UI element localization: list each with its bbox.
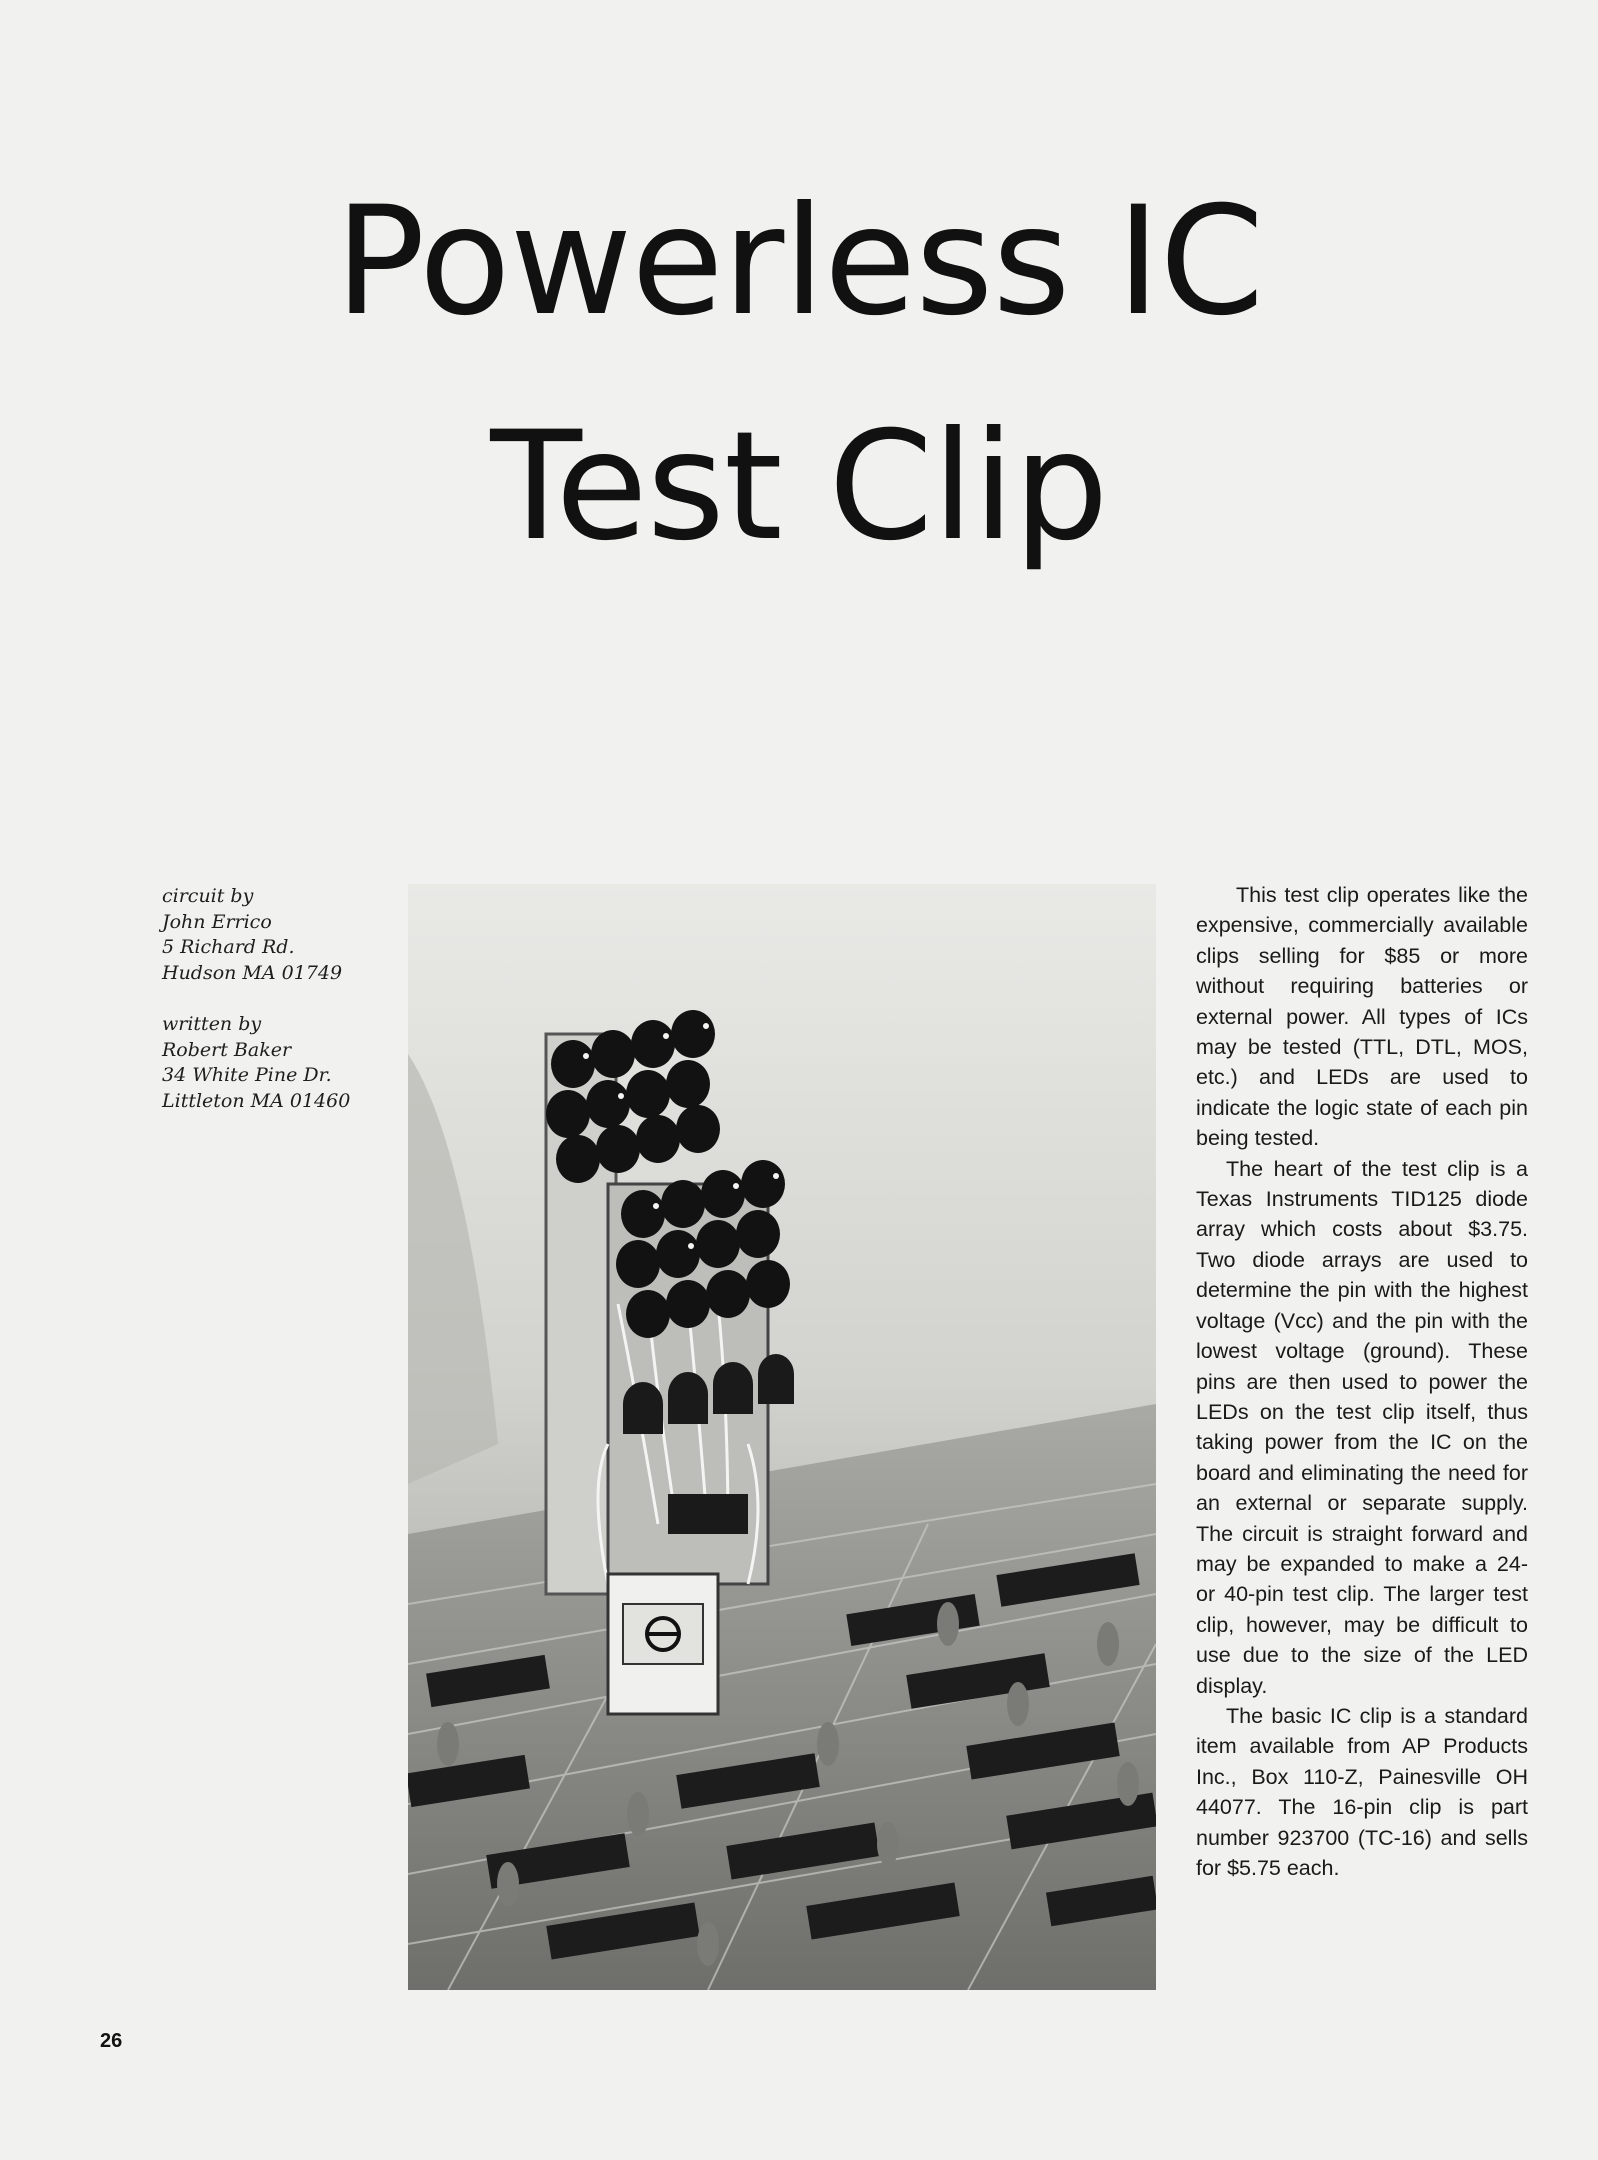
article-body <box>1196 880 1528 1883</box>
page-number: 26 <box>100 2030 123 2052</box>
writer-name: Robert Baker <box>162 1038 292 1061</box>
written-by-label: written by <box>162 1013 262 1035</box>
body-paragraph-1: This test clip operates like the expensive, commercially available clips selling for $85 or more without requiring batteries or external power. All types of ICs may be tested (TTL, DTL, MOS, etc.) and LEDs are used to indicate the logic state of each pin being tested. <box>1196 883 1528 1151</box>
circuit-author-name: John Errico <box>162 910 272 933</box>
title-line-2: Test Clip <box>490 400 1108 574</box>
circuit-author-street: 5 Richard Rd. <box>162 936 295 958</box>
body-paragraph-3: The basic IC clip is a standard item available from AP Products Inc., Box 110-Z, Painesville OH 44077. The 16-pin clip is part number 923700 (TC-16) and sells for $5.75 each. <box>1196 1703 1528 1880</box>
body-paragraph-2: The heart of the test clip is a Texas Instruments TID125 diode array which costs about $3.75. Two diode arrays are used to determine the pin with the highest voltage (Vcc) and the pin with the lowest voltage (ground). These pins are then used to power the LEDs on the test clip itself, thus taking power from the IC on the board and eliminating the need for an external or separate supply. The circuit is straight forward and may be expanded to make a 24- or 40-pin test clip. The larger test clip, however, may be difficult to use due to the size of the LED display. <box>1196 1156 1528 1698</box>
title-line-1: Powerless IC <box>334 175 1264 349</box>
writer-city: Littleton MA 01460 <box>162 1089 351 1112</box>
circuit-by-label: circuit by <box>162 885 254 907</box>
test-clip-photo <box>408 884 1156 1990</box>
article-title <box>0 150 1598 600</box>
circuit-board-illustration <box>408 884 1156 1990</box>
writer-street: 34 White Pine Dr. <box>162 1064 332 1086</box>
author-credits <box>162 884 422 1114</box>
circuit-author-city: Hudson MA 01749 <box>162 961 343 984</box>
